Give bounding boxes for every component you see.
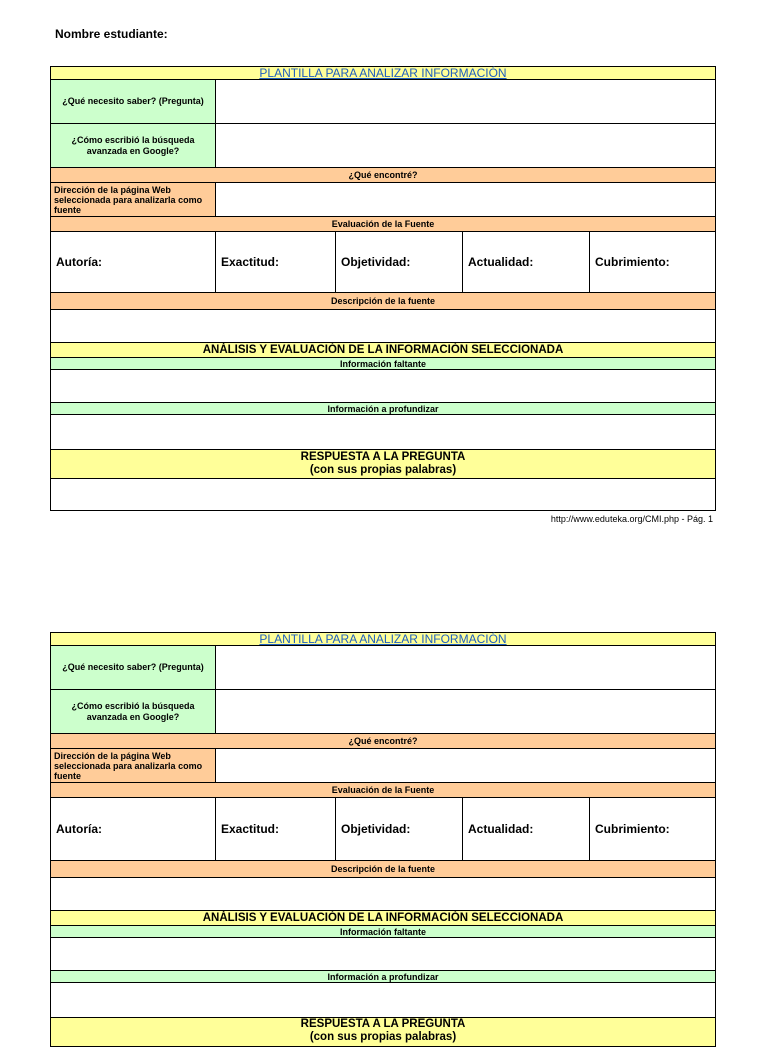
question-label: ¿Qué necesito saber? (Pregunta) <box>51 646 215 689</box>
source-eval-label: Evaluación de la Fuente <box>51 217 715 231</box>
answer-subtitle: (con sus propias palabras) <box>309 464 457 476</box>
analysis-template-page-2 <box>50 632 716 1047</box>
coverage-cell[interactable]: Cubrimiento: <box>589 232 715 292</box>
question-row <box>50 646 716 690</box>
missing-label: Información faltante <box>51 926 715 937</box>
answer-title: RESPUESTA A LA PREGUNTA <box>300 1018 466 1030</box>
answer-field[interactable] <box>51 479 715 510</box>
source-desc-field-row <box>50 878 716 911</box>
deepen-label: Información a profundizar <box>51 971 715 982</box>
missing-field-row <box>50 370 716 403</box>
source-eval-row <box>50 217 716 232</box>
source-desc-field[interactable] <box>51 310 715 342</box>
source-eval-row <box>50 783 716 798</box>
question-row <box>50 80 716 124</box>
analysis-row <box>50 911 716 926</box>
analysis-label: ANÁLISIS Y EVALUACIÓN DE LA INFORMACIÓN SELECCIONADA <box>51 343 715 357</box>
deepen-field[interactable] <box>51 983 715 1017</box>
missing-field[interactable] <box>51 938 715 970</box>
question-field[interactable] <box>215 80 715 123</box>
question-field[interactable] <box>215 646 715 689</box>
analysis-template-page-1 <box>50 66 716 511</box>
search-field[interactable] <box>215 690 715 733</box>
deepen-field[interactable] <box>51 415 715 449</box>
source-desc-row <box>50 293 716 310</box>
authorship-cell[interactable]: Autoría: <box>56 822 102 836</box>
coverage-cell[interactable]: Cubrimiento: <box>589 798 715 860</box>
search-label: ¿Cómo escribió la búsqueda avanzada en Google? <box>51 690 215 733</box>
student-name-label: Nombre estudiante: <box>55 27 168 41</box>
answer-row <box>50 1018 716 1047</box>
source-desc-field-row <box>50 310 716 343</box>
source-desc-row <box>50 861 716 878</box>
deepen-field-row <box>50 415 716 450</box>
source-eval-label: Evaluación de la Fuente <box>51 783 715 797</box>
objectivity-cell[interactable]: Objetividad: <box>335 798 462 860</box>
web-address-field[interactable] <box>215 749 715 782</box>
deepen-field-row <box>50 983 716 1018</box>
found-label: ¿Qué encontré? <box>51 168 715 182</box>
missing-field-row <box>50 938 716 971</box>
currency-cell[interactable]: Actualidad: <box>462 798 589 860</box>
question-label: ¿Qué necesito saber? (Pregunta) <box>51 80 215 123</box>
criteria-row <box>50 232 716 293</box>
found-row <box>50 168 716 183</box>
answer-label <box>51 1018 715 1046</box>
answer-row <box>50 450 716 479</box>
analysis-row <box>50 343 716 358</box>
source-desc-field[interactable] <box>51 878 715 910</box>
currency-cell[interactable]: Actualidad: <box>462 232 589 292</box>
analysis-label: ANÁLISIS Y EVALUACIÓN DE LA INFORMACIÓN SELECCIONADA <box>51 911 715 925</box>
objectivity-cell[interactable]: Objetividad: <box>335 232 462 292</box>
source-desc-label: Descripción de la fuente <box>51 861 715 877</box>
answer-subtitle: (con sus propias palabras) <box>309 1031 457 1043</box>
web-address-label: Dirección de la página Web seleccionada para analizarla como fuente <box>51 183 215 216</box>
deepen-label: Información a profundizar <box>51 403 715 414</box>
missing-field[interactable] <box>51 370 715 402</box>
template-title-row <box>50 632 716 646</box>
page-footer: http://www.eduteka.org/CMI.php - Pág. 1 <box>550 514 713 524</box>
found-label: ¿Qué encontré? <box>51 734 715 748</box>
template-title-row <box>50 66 716 80</box>
answer-title: RESPUESTA A LA PREGUNTA <box>300 451 466 463</box>
criteria-row <box>50 798 716 861</box>
web-address-field[interactable] <box>215 183 715 216</box>
found-row <box>50 734 716 749</box>
answer-field-row <box>50 479 716 511</box>
missing-label: Información faltante <box>51 358 715 369</box>
accuracy-cell[interactable]: Exactitud: <box>215 798 335 860</box>
missing-row <box>50 358 716 370</box>
web-address-row <box>50 749 716 783</box>
deepen-row <box>50 403 716 415</box>
deepen-row <box>50 971 716 983</box>
template-title[interactable]: PLANTILLA PARA ANALIZAR INFORMACIÓN <box>259 66 507 80</box>
missing-row <box>50 926 716 938</box>
template-title[interactable]: PLANTILLA PARA ANALIZAR INFORMACIÓN <box>259 632 507 646</box>
answer-label <box>51 450 715 478</box>
search-field[interactable] <box>215 124 715 167</box>
source-desc-label: Descripción de la fuente <box>51 293 715 309</box>
search-row <box>50 124 716 168</box>
web-address-label: Dirección de la página Web seleccionada para analizarla como fuente <box>51 749 215 782</box>
search-label: ¿Cómo escribió la búsqueda avanzada en Google? <box>51 124 215 167</box>
web-address-row <box>50 183 716 217</box>
accuracy-cell[interactable]: Exactitud: <box>215 232 335 292</box>
search-row <box>50 690 716 734</box>
authorship-cell[interactable]: Autoría: <box>56 255 102 269</box>
